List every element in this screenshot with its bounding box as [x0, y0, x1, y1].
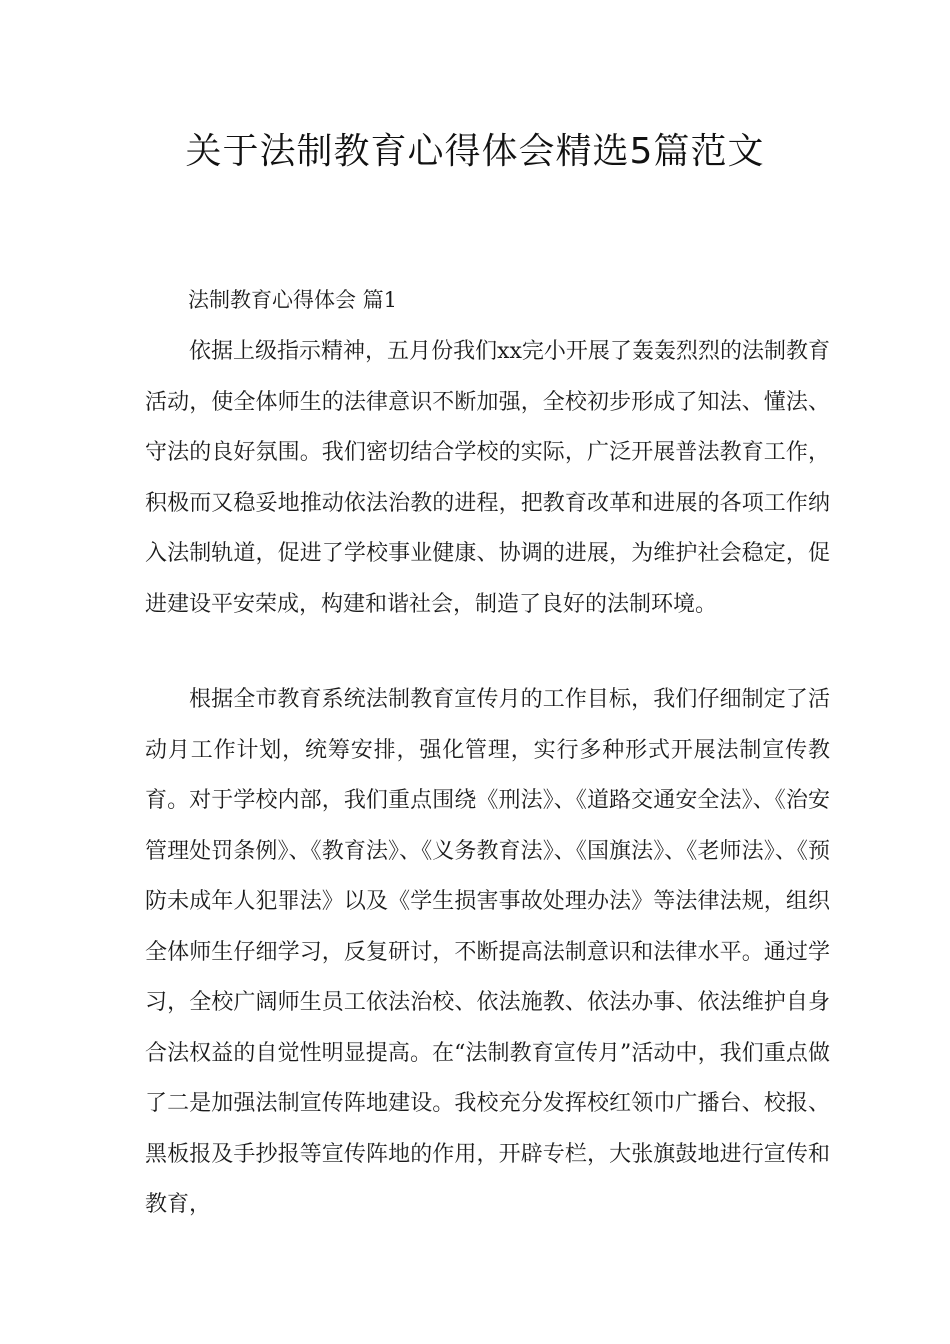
document-title: 关于法制教育心得体会精选5篇范文 [185, 131, 765, 172]
paragraph-1-block [145, 327, 830, 630]
paragraph-2-block [145, 675, 830, 1231]
section-heading: 法制教育心得体会 篇1 [188, 288, 398, 312]
paragraph-2: 根据全市教育系统法制教育宣传月的工作目标，我们仔细制定了活动月工作计划，统筹安排，强化管理，实行多种形式开展法制宣传教育。对于学校内部，我们重点围绕《刑法》、《道路交通安全法》、《治安管理处罚条例》、《教育法》、《义务教育法》、《国旗法》、《老师法》、《预防未成年人犯罪法》以及《学生损害事故处理办法》等法律法规，组织全体师生仔细学习，反复研讨，不断提高法制意识和法律水平。通过学习，全校广阔师生员工依法治校、依法施教、依法办事、依法维护自身合法权益的自觉性明显提高。在“法制教育宣传月”活动中，我们重点做了二是加强法制宣传阵地建设。我校充分发挥校红领巾广播台、校报、黑板报及手抄报等宣传阵地的作用，开辟专栏，大张旗鼓地进行宣传和教育， [145, 687, 830, 1217]
paragraph-1: 依据上级指示精神，五月份我们xx完小开展了轰轰烈烈的法制教育活动，使全体师生的法律意识不断加强，全校初步形成了知法、懂法、守法的良好氛围。我们密切结合学校的实际，广泛开展普法教育工作，积极而又稳妥地推动依法治教的进程，把教育改革和进展的各项工作纳入法制轨道，促进了学校事业健康、协调的进展，为维护社会稳定，促进建设平安荣成，构建和谐社会，制造了良好的法制环境。 [145, 339, 830, 617]
